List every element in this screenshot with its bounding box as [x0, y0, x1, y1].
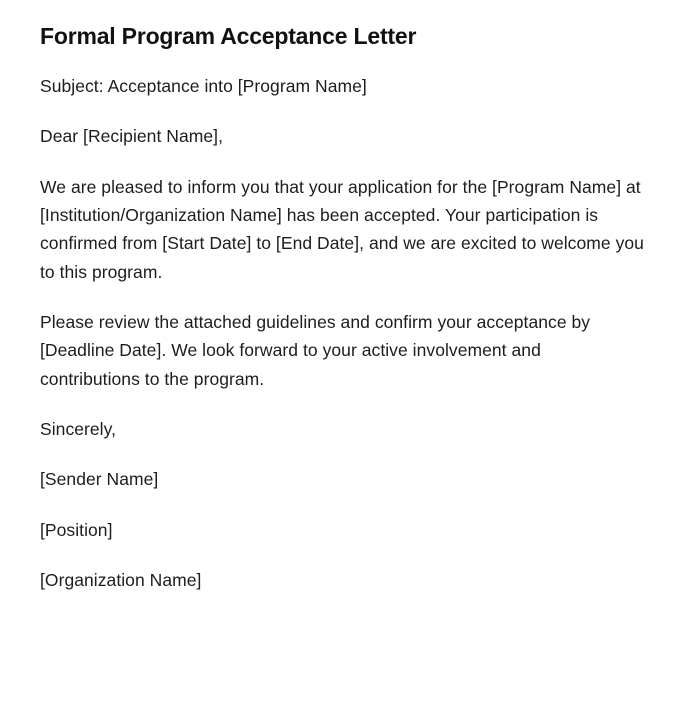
- page-title: Formal Program Acceptance Letter: [40, 23, 417, 49]
- letter-sender-position: [Position]: [40, 519, 113, 540]
- letter-organization-name: [Organization Name]: [40, 570, 202, 591]
- letter-body-paragraph-2: Please review the attached guidelines and confirm your acceptance by [Deadline Date]. We look forward to your active involvement and contributions to the program.: [40, 311, 591, 389]
- letter-sender-name: [Sender Name]: [40, 469, 159, 490]
- letter-body-paragraph-1: We are pleased to inform you that your application for the [Program Name] at [Institution/Organization Name] has been accepted. Your participation is confirmed from [Start Date] to [End Date], and we are excited to welcome you to this program.: [40, 176, 644, 282]
- letter-salutation: Dear [Recipient Name],: [40, 126, 223, 147]
- letter-subject-line: Subject: Acceptance into [Program Name]: [40, 75, 367, 96]
- letter-closing: Sincerely,: [40, 418, 117, 439]
